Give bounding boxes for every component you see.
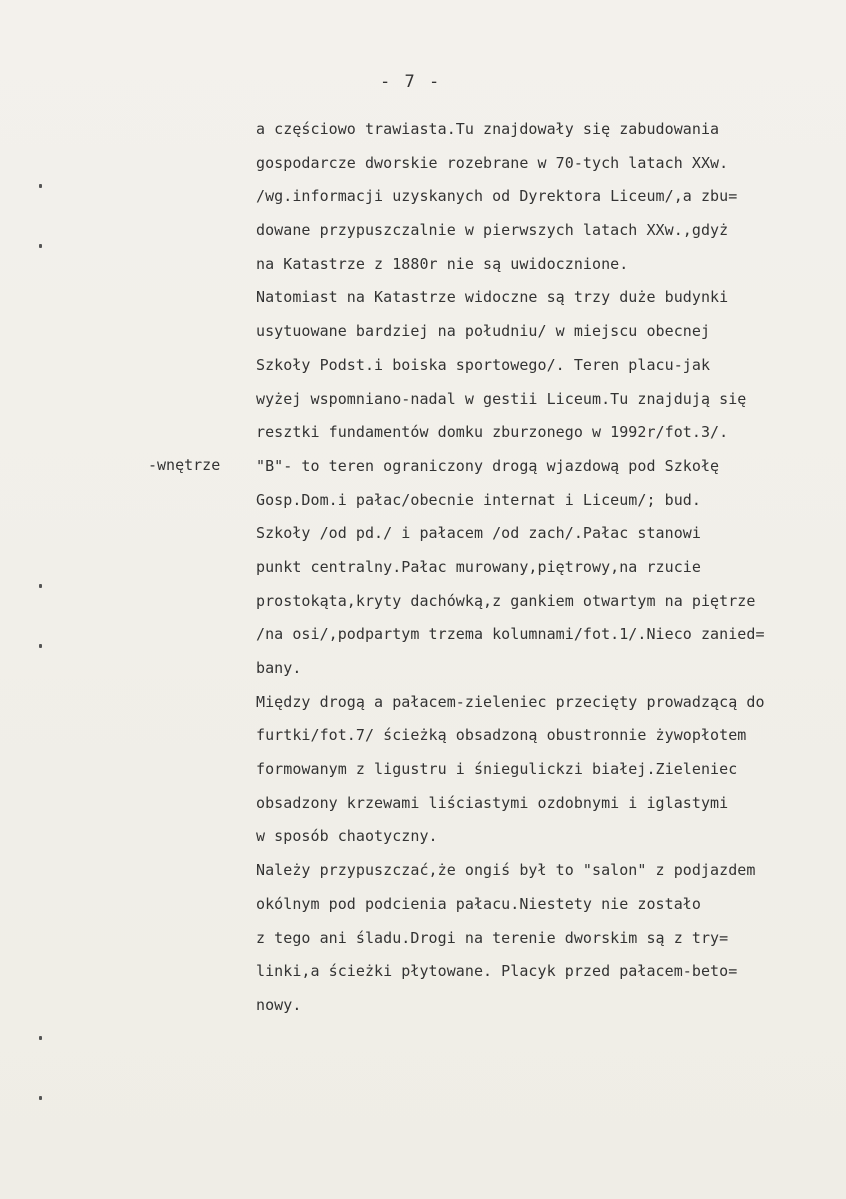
text-line: okólnym pod podcienia pałacu.Niestety nie zostało [256,894,701,913]
margin-speck [39,1036,42,1040]
text-line: Gosp.Dom.i pałac/obecnie internat i Liceum/; bud. [256,490,701,509]
margin-speck [39,1096,42,1100]
text-line: furtki/fot.7/ ścieżką obsadzoną obustronnie żywopłotem [256,726,747,745]
body-text [256,113,826,1023]
text-line: Szkoły Podst.i boiska sportowego/. Teren placu-jak [256,355,711,374]
text-line: Szkoły /od pd./ i pałacem /od zach/.Pałac stanowi [256,524,701,543]
text-line: gospodarcze dworskie rozebrane w 70-tych latach XXw. [256,153,729,172]
text-line: z tego ani śladu.Drogi na terenie dworskim są z try= [256,928,729,947]
margin-speck [39,244,42,248]
text-line: obsadzony krzewami liściastymi ozdobnymi i iglastymi [256,793,729,812]
page-number: - 7 - [380,72,442,92]
text-line: dowane przypuszczalnie w pierwszych latach XXw.,gdyż [256,221,729,240]
text-line: resztki fundamentów domku zburzonego w 1992r/fot.3/. [256,423,729,442]
text-line: usytuowane bardziej na południu/ w miejscu obecnej [256,322,711,341]
text-line: a częściowo trawiasta.Tu znajdowały się zabudowania [256,120,720,138]
text-line: formowanym z ligustru i śniegulickzi białej.Zieleniec [256,760,738,779]
text-line: "B"- to teren ograniczony drogą wjazdową pod Szkołę [256,456,720,475]
text-line: Między drogą a pałacem-zieleniec przecięty prowadzącą do [256,692,765,711]
text-line: punkt centralny.Pałac murowany,piętrowy,na rzucie [256,557,701,576]
text-line: Należy przypuszczać,że ongiś był to "salon" z podjazdem [256,861,756,880]
margin-speck [39,184,42,188]
text-line: bany. [256,659,302,677]
text-line: Natomiast na Katastrze widoczne są trzy duże budynki [256,288,729,307]
text-line: na Katastrze z 1880r nie są uwidocznione. [256,254,629,273]
margin-speck [39,644,42,648]
text-line: /na osi/,podpartym trzema kolumnami/fot.1/.Nieco zanied= [256,625,765,644]
margin-speck [39,584,42,588]
margin-note: -wnętrze [148,456,221,474]
text-line: wyżej wspomniano-nadal w gestii Liceum.Tu znajdują się [256,389,747,408]
text-line: w sposób chaotyczny. [256,827,438,846]
text-line: /wg.informacji uzyskanych od Dyrektora Liceum/,a zbu= [256,187,738,206]
text-line: prostokąta,kryty dachówką,z gankiem otwartym na piętrze [256,591,756,610]
text-line: linki,a ścieżki płytowane. Placyk przed pałacem-beto= [256,962,738,981]
text-line: nowy. [256,995,302,1014]
